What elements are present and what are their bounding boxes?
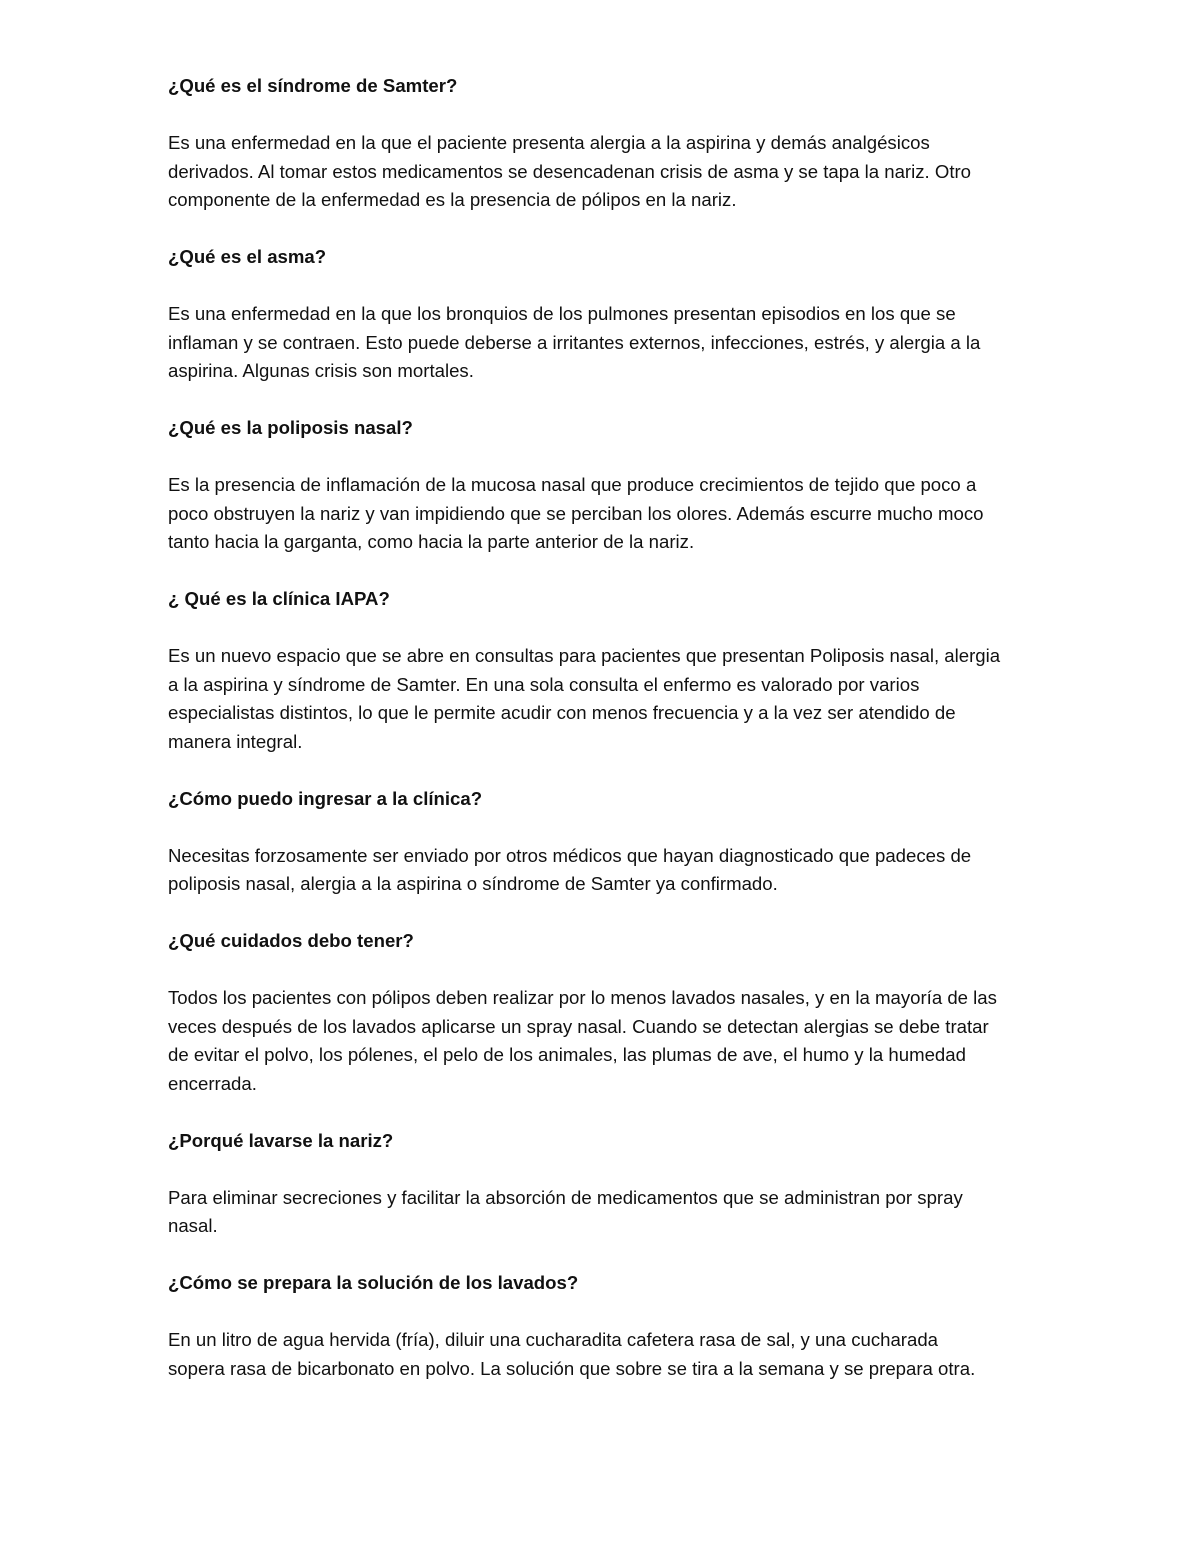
question-heading: ¿Qué es el síndrome de Samter?: [168, 75, 458, 96]
document-body: [168, 72, 1038, 1412]
answer-line: veces después de los lavados aplicarse un spray nasal. Cuando se detectan alergias se debe tratar: [168, 1015, 989, 1037]
answer-paragraph: [168, 984, 1038, 1098]
answer-line: Es un nuevo espacio que se abre en consultas para pacientes que presentan Poliposis nasal, alergia: [168, 645, 1001, 666]
question-heading: ¿Qué es el asma?: [168, 246, 327, 267]
answer-line: En un litro de agua hervida (fría), diluir una cucharadita cafetera rasa de sal, y una cucharada: [168, 1329, 939, 1350]
answer-line: derivados. Al tomar estos medicamentos se desencadenan crisis de asma y se tapa la nariz. Otro: [168, 160, 972, 182]
answer-line: Es la presencia de inflamación de la mucosa nasal que produce crecimientos de tejido que poco a: [168, 474, 977, 495]
answer-line: tanto hacia la garganta, como hacia la parte anterior de la nariz.: [168, 531, 695, 552]
question-heading: ¿Qué es la poliposis nasal?: [168, 417, 413, 438]
answer-paragraph: [168, 129, 1038, 215]
answer-paragraph: [168, 1184, 1038, 1241]
answer-line: aspirina. Algunas crisis son mortales.: [168, 360, 474, 381]
answer-line: Necesitas forzosamente ser enviado por otros médicos que hayan diagnosticado que padeces de: [168, 844, 972, 866]
question-heading: ¿Porqué lavarse la nariz?: [168, 1129, 394, 1151]
question-heading: ¿ Qué es la clínica IAPA?: [168, 588, 390, 609]
answer-line: Todos los pacientes con pólipos deben realizar por lo menos lavados nasales, y en la mayoría de las: [168, 987, 997, 1008]
answer-line: a la aspirina y síndrome de Samter. En una sola consulta el enfermo es valorado por varios: [168, 673, 920, 695]
answer-line: componente de la enfermedad es la presencia de pólipos en la nariz.: [168, 189, 737, 210]
answer-paragraph: [168, 471, 1038, 557]
question-heading: ¿Cómo se prepara la solución de los lavados?: [168, 1272, 579, 1293]
answer-line: sopera rasa de bicarbonato en polvo. La solución que sobre se tira a la semana y se prepara otra.: [168, 1357, 976, 1379]
answer-line: encerrada.: [168, 1072, 257, 1094]
answer-paragraph: [168, 642, 1038, 756]
answer-line: poco obstruyen la nariz y van impidiendo que se perciban los olores. Además escurre mucho moco: [168, 502, 984, 524]
answer-line: inflaman y se contraen. Esto puede deberse a irritantes externos, infecciones, estrés, y alergia a la: [168, 331, 981, 353]
answer-line: Es una enfermedad en la que el paciente presenta alergia a la aspirina y demás analgésicos: [168, 132, 930, 153]
answer-line: especialistas distintos, lo que le permite acudir con menos frecuencia y a la vez ser atendido de: [168, 702, 956, 723]
question-heading: ¿Qué cuidados debo tener?: [168, 930, 414, 951]
answer-line: manera integral.: [168, 730, 303, 752]
answer-line: nasal.: [168, 1215, 218, 1236]
answer-paragraph: [168, 842, 1038, 899]
answer-line: poliposis nasal, alergia a la aspirina o síndrome de Samter ya confirmado.: [168, 873, 778, 894]
question-heading: ¿Cómo puedo ingresar a la clínica?: [168, 787, 483, 809]
answer-paragraph: [168, 300, 1038, 386]
answer-paragraph: [168, 1326, 1038, 1383]
answer-line: de evitar el polvo, los pólenes, el pelo de los animales, las plumas de ave, el humo y la humedad: [168, 1044, 966, 1065]
answer-line: Es una enfermedad en la que los bronquios de los pulmones presentan episodios en los que se: [168, 303, 956, 324]
answer-line: Para eliminar secreciones y facilitar la absorción de medicamentos que se administran por spray: [168, 1186, 963, 1208]
